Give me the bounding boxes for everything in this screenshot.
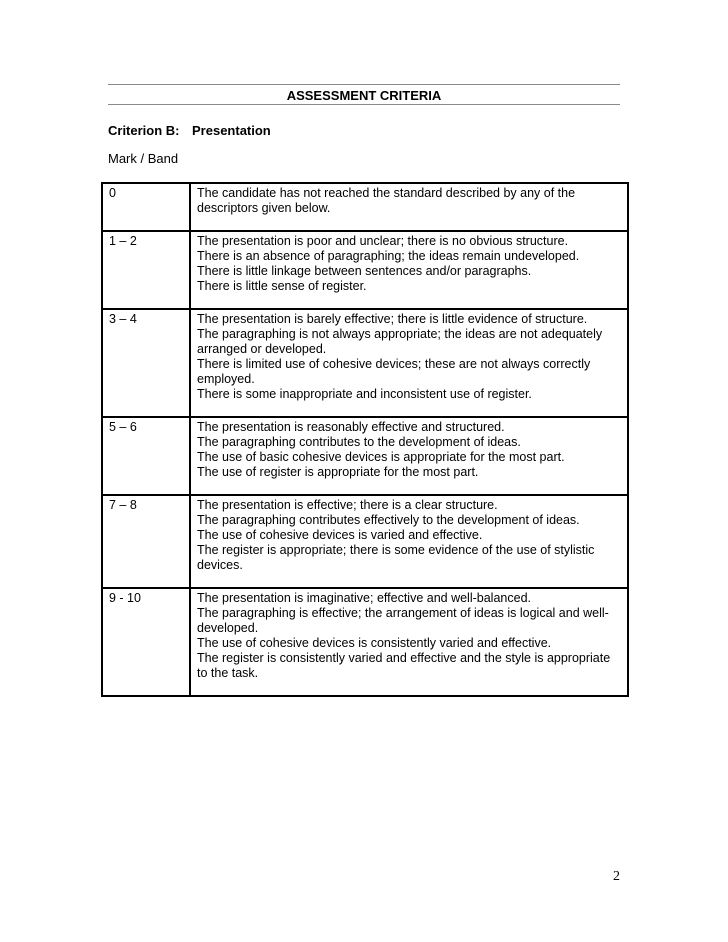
descriptor-cell — [190, 309, 628, 417]
mark-band-cell: 3 – 4 — [102, 309, 190, 417]
table-row — [102, 231, 628, 309]
descriptor-line: The paragraphing contributes effectively to the development of ideas. — [197, 513, 580, 527]
criterion-heading — [108, 123, 271, 138]
page-number: 2 — [613, 869, 620, 884]
descriptor-line: The presentation is effective; there is a clear structure. — [197, 498, 498, 512]
page-title: ASSESSMENT CRITERIA — [286, 88, 442, 103]
descriptor-line: There is little linkage between sentences and/or paragraphs. — [197, 264, 532, 278]
descriptor-line: devices. — [197, 558, 243, 572]
descriptor-cell — [190, 231, 628, 309]
descriptor-cell — [190, 495, 628, 588]
mark-band-cell: 9 - 10 — [102, 588, 190, 696]
descriptor-line: The presentation is imaginative; effective and well-balanced. — [197, 591, 531, 605]
descriptor-line: The use of cohesive devices is consistently varied and effective. — [197, 636, 552, 650]
mark-band-cell: 7 – 8 — [102, 495, 190, 588]
descriptor-cell — [190, 417, 628, 495]
table-row — [102, 183, 628, 231]
descriptor-line: There is limited use of cohesive devices; these are not always correctly — [197, 357, 591, 371]
descriptor-cell — [190, 588, 628, 696]
table-row — [102, 417, 628, 495]
descriptor-line: The presentation is barely effective; there is little evidence of structure. — [197, 312, 588, 326]
descriptor-line: The use of cohesive devices is varied and effective. — [197, 528, 483, 542]
table-row — [102, 588, 628, 696]
descriptor-line: arranged or developed. — [197, 342, 327, 356]
descriptor-line: employed. — [197, 372, 255, 386]
descriptor-line: The paragraphing is effective; the arrangement of ideas is logical and well- — [197, 606, 609, 620]
descriptor-line: There is an absence of paragraphing; the ideas remain undeveloped. — [197, 249, 580, 263]
descriptor-line: The paragraphing is not always appropriate; the ideas are not adequately — [197, 327, 603, 341]
descriptor-line: The presentation is poor and unclear; there is no obvious structure. — [197, 234, 569, 248]
criterion-name: Presentation — [192, 123, 271, 138]
descriptor-line: to the task. — [197, 666, 259, 680]
criterion-label: Criterion B: — [108, 123, 180, 138]
mark-band-cell: 1 – 2 — [102, 231, 190, 309]
descriptor-line: The candidate has not reached the standard described by any of the — [197, 186, 576, 200]
title-underline-rule — [108, 104, 620, 105]
mark-band-label: Mark / Band — [108, 151, 179, 166]
descriptor-line: The use of register is appropriate for the most part. — [197, 465, 479, 479]
criteria-table-body — [102, 183, 628, 696]
descriptor-line: descriptors given below. — [197, 201, 331, 215]
descriptor-line: There is some inappropriate and inconsistent use of register. — [197, 387, 532, 401]
descriptor-line: developed. — [197, 621, 259, 635]
descriptor-line: The presentation is reasonably effective and structured. — [197, 420, 505, 434]
descriptor-line: There is little sense of register. — [197, 279, 367, 293]
criteria-table — [101, 182, 629, 697]
descriptor-line: The register is consistently varied and effective and the style is appropriate — [197, 651, 611, 665]
mark-band-cell: 5 – 6 — [102, 417, 190, 495]
descriptor-line: The use of basic cohesive devices is appropriate for the most part. — [197, 450, 565, 464]
descriptor-cell — [190, 183, 628, 231]
top-rule — [108, 84, 620, 85]
mark-band-cell: 0 — [102, 183, 190, 231]
descriptor-line: The paragraphing contributes to the development of ideas. — [197, 435, 521, 449]
table-row — [102, 495, 628, 588]
table-row — [102, 309, 628, 417]
descriptor-line: The register is appropriate; there is some evidence of the use of stylistic — [197, 543, 595, 557]
